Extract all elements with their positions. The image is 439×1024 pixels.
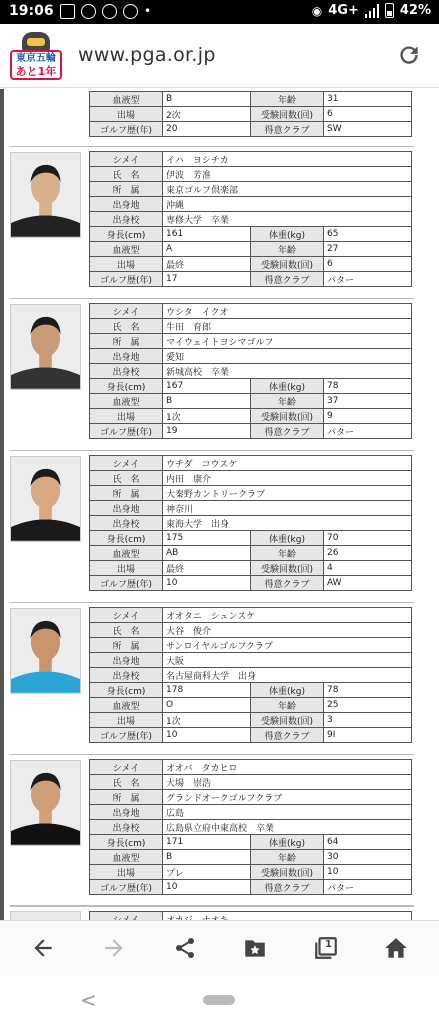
table-row: シメイ オオバ タカヒロ (90, 760, 412, 775)
status-bar (0, 0, 439, 24)
table-row: ゴルフ歴(年) 10 得意クラブ AW (90, 576, 412, 591)
table-row: 出身地 神奈川 (90, 501, 412, 516)
table-row: ゴルフ歴(年) 19 得意クラブ パター (90, 424, 412, 439)
share-icon[interactable] (170, 933, 200, 963)
table-row: 出身校 名古屋商科大学 出身 (90, 668, 412, 683)
partial-player-table (89, 91, 412, 137)
table-row: 出身校 東海大学 出身 (90, 516, 412, 531)
table-row: 身長(cm) 171 体重(kg) 64 (90, 835, 412, 850)
table-row: 出身地 愛知 (90, 349, 412, 364)
wifi-calling-icon (102, 4, 117, 19)
back-arrow-icon[interactable] (28, 933, 58, 963)
table-row: 出身地 沖縄 (90, 197, 412, 212)
table-row: 血液型 AB 年齢 26 (90, 546, 412, 561)
system-back-icon[interactable]: < (80, 988, 97, 1012)
table-row: 所 属 マイウェイトヨシマゴルフ (90, 334, 412, 349)
notification-icons (60, 4, 151, 19)
system-nav-bar (0, 976, 439, 1024)
table-row: 身長(cm) 161 体重(kg) 65 (90, 227, 412, 242)
table-row: 血液型 B 年齢 30 (90, 850, 412, 865)
home-icon[interactable] (381, 933, 411, 963)
table-row: 出身校 専修大学 卒業 (90, 212, 412, 227)
table-row: 所 属 サンロイヤルゴルフクラブ (90, 638, 412, 653)
player-profile-table (89, 455, 412, 591)
table-row: シメイ イハ ヨシチカ (90, 152, 412, 167)
table-row: 血液型 B 年齢 31 (90, 92, 412, 107)
location-icon: ◉ (311, 3, 323, 18)
forward-arrow-icon[interactable] (99, 933, 129, 963)
table-row: 出場 プレ 受験回数(回) 10 (90, 865, 412, 880)
image-notification-icon (60, 4, 75, 19)
url-field[interactable]: www.pga.or.jp (78, 44, 216, 66)
status-right (312, 3, 431, 18)
signal-icon (365, 4, 379, 18)
table-row: 身長(cm) 178 体重(kg) 78 (90, 683, 412, 698)
table-row: 身長(cm) 175 体重(kg) 70 (90, 531, 412, 546)
table-row: ゴルフ歴(年) 20 得意クラブ SW (90, 122, 412, 137)
table-row: ゴルフ歴(年) 10 得意クラブ パター (90, 880, 412, 895)
player-profile-table (89, 303, 412, 439)
table-row: シメイ オオタニ シュンスケ (90, 608, 412, 623)
player-photo (10, 304, 81, 390)
table-row: 氏 名 内田 康介 (90, 471, 412, 486)
player-photo (10, 152, 81, 238)
table-row: 所 属 東京ゴルフ倶楽部 (90, 182, 412, 197)
table-row: 氏 名 大場 崇浩 (90, 775, 412, 790)
browser-address-bar (0, 24, 439, 88)
table-row: 所 属 大秦野カントリークラブ (90, 486, 412, 501)
battery-icon (385, 3, 394, 18)
table-row: 出場 2次 受験回数(回) 6 (90, 107, 412, 122)
table-row: 出場 最終 受験回数(回) 4 (90, 561, 412, 576)
player-profile-table (89, 607, 412, 743)
table-row: ゴルフ歴(年) 10 得意クラブ 9I (90, 728, 412, 743)
olympic-countdown-logo[interactable]: 東京五輪 あと1年 (10, 32, 62, 80)
table-row: 出場 1次 受験回数(回) 9 (90, 409, 412, 424)
table-row: 氏 名 伊波 芳准 (90, 167, 412, 182)
player-profile-table (89, 151, 412, 287)
tabs-icon[interactable] (311, 933, 341, 963)
player-profile-table (89, 759, 412, 895)
table-row: 身長(cm) 167 体重(kg) 78 (90, 379, 412, 394)
table-row: 出身校 新城高校 卒業 (90, 364, 412, 379)
table-row: 氏 名 牛田 育郎 (90, 319, 412, 334)
player-photo (10, 760, 81, 846)
clock: 19:06 (9, 3, 54, 19)
mascot-icon (22, 32, 50, 52)
table-row: 出場 最終 受験回数(回) 6 (90, 257, 412, 272)
player-photo (10, 456, 81, 542)
tab-count: 1 (325, 939, 332, 950)
table-row: 血液型 B 年齢 37 (90, 394, 412, 409)
table-row: 所 属 グランドオークゴルフクラブ (90, 790, 412, 805)
table-row: 出身地 大阪 (90, 653, 412, 668)
line-notification-icon (81, 4, 96, 19)
table-row: 血液型 O 年齢 25 (90, 698, 412, 713)
table-row: 氏 名 大谷 俊介 (90, 623, 412, 638)
player-photo (10, 608, 81, 694)
table-row: 血液型 A 年齢 27 (90, 242, 412, 257)
player-list (0, 89, 439, 920)
reload-icon[interactable] (396, 42, 422, 68)
table-row: シメイ ウシタ イクオ (90, 304, 412, 319)
battery-level: 42% (399, 3, 431, 18)
table-row: 出身校 広島県立府中東高校 卒業 (90, 820, 412, 835)
network-label: 4G+ (328, 3, 359, 18)
system-home-pill[interactable] (203, 995, 235, 1005)
table-row: ゴルフ歴(年) 17 得意クラブ パター (90, 272, 412, 287)
more-dot-icon: • (144, 4, 152, 18)
info-notification-icon (123, 4, 138, 19)
table-row: シメイ ウチダ コウスケ (90, 456, 412, 471)
browser-toolbar (0, 920, 439, 976)
table-row: 出身地 広島 (90, 805, 412, 820)
table-row: 出場 1次 受験回数(回) 3 (90, 713, 412, 728)
bookmark-star-icon[interactable] (240, 933, 270, 963)
